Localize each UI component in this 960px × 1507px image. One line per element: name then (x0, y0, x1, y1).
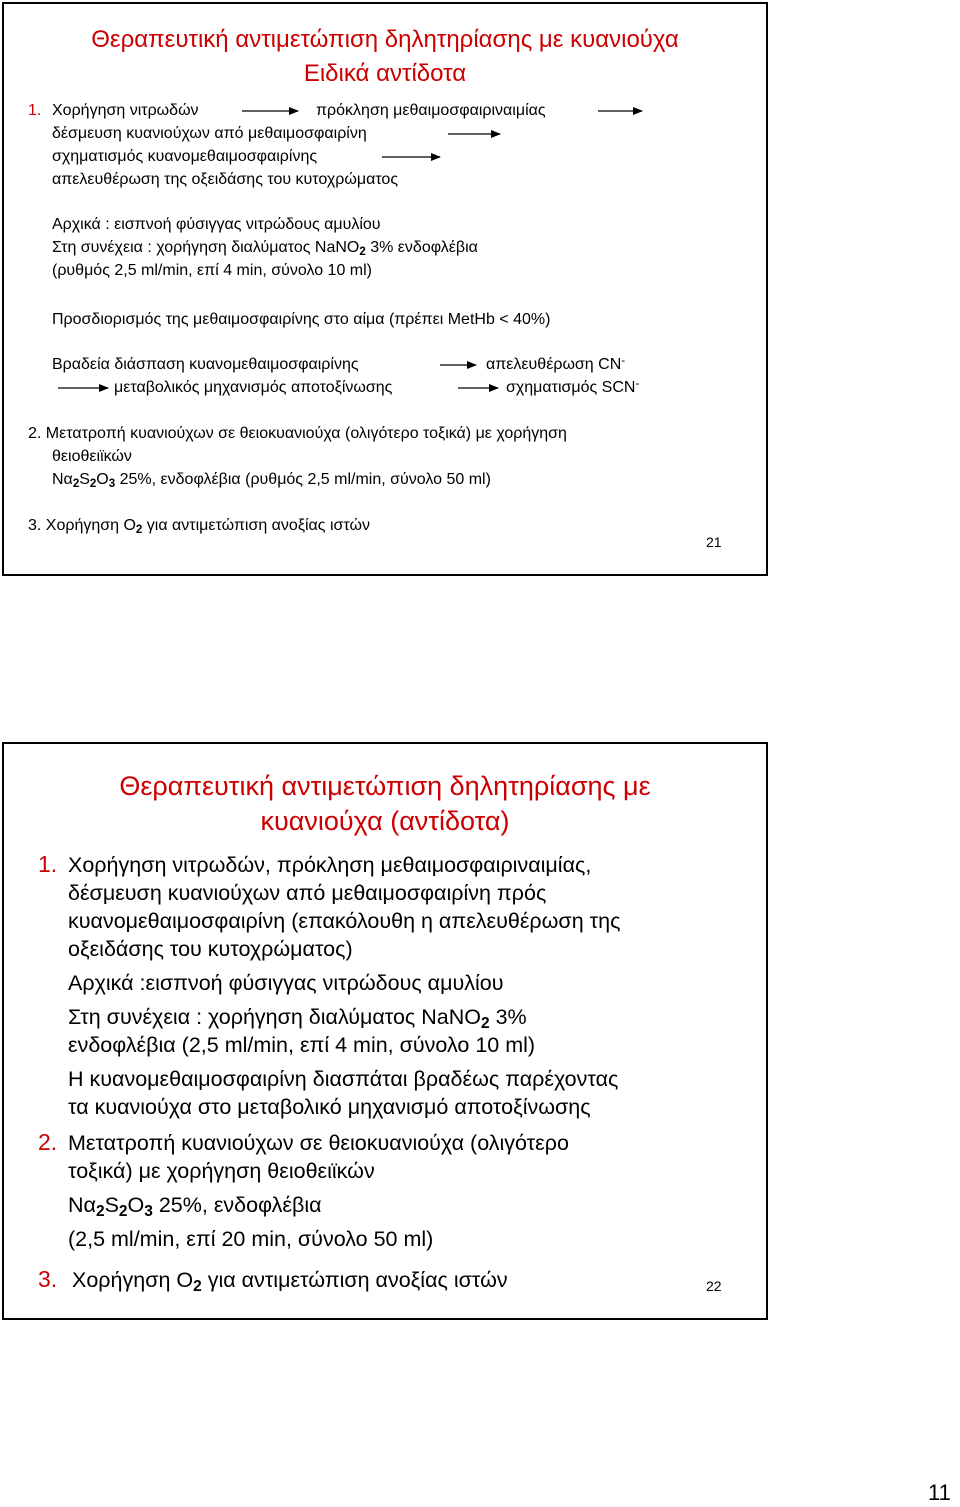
metabolic-mechanism: μεταβολικός μηχανισμός αποτοξίνωσης (114, 379, 393, 396)
thiosulfate-rate: (2,5 ml/min, επί 20 min, σύνολο 50 ml) (68, 1227, 434, 1251)
oxidase-release: απελευθέρωση της οξειδάσης του κυτοχρώματος (52, 171, 399, 188)
page-number: 21 (706, 534, 722, 550)
item-number-2: 2. (38, 1129, 58, 1155)
item-number-1: 1. (28, 102, 42, 119)
nitrites-line1: Χορήγηση νιτρωδών, πρόκληση μεθαιμοσφαιριναιμίας, (68, 853, 592, 877)
thiosulfate-dose: $N\alpha_2S_2O_3$ 25%, ενδοφλέβια (ρυθμός 2,5 ml/min, σύνολο 50 ml) (52, 471, 491, 490)
thiosulfate-dose: $N\alpha_2S_2O_3$ 25%, ενδοφλέβια (68, 1193, 322, 1220)
slide-22 (2, 742, 768, 1320)
item-number-3: 3. (38, 1266, 58, 1292)
item-number-1: 1. (38, 851, 58, 877)
breakdown-line1: Η κυανομεθαιμοσφαιρίνη διασπάται βραδέως παρέχοντας (68, 1067, 619, 1091)
methemoglobinemia-induction: πρόκληση μεθαιμοσφαιριναιμίας (316, 102, 546, 119)
item3-oxygen: 3. Χορήγηση $O_2$ για αντιμετώπιση ανοξίας ιστών (28, 517, 370, 536)
page-number: 22 (706, 1278, 722, 1294)
initial-inhalation: Αρχικά :εισπνοή φύσιγγας νιτρώδους αμυλίου (68, 971, 504, 995)
continuation-nano2: Στη συνέχεια : χορήγηση διαλύματος NaNO$_2$ 3% ενδοφλέβια (52, 239, 478, 258)
document-page-number: 11 (928, 1480, 951, 1505)
slide-title-line1: Θεραπευτική αντιμετώπιση δηλητηρίασης με (119, 771, 651, 801)
nitrites-line3: κυανομεθαιμοσφαιρίνη (επακόλουθη η απελευθέρωση της (68, 909, 621, 933)
nitrite-administration: Χορήγηση νιτρωδών (52, 102, 199, 119)
infusion-rate: (ρυθμός 2,5 ml/min, επί 4 min, σύνολο 10 ml) (52, 262, 372, 279)
thiosulfate-line2: τοξικά) με χορήγηση θειοθειϊκών (68, 1159, 375, 1183)
thiosulfate-line1: Μετατροπή κυανιούχων σε θειοκυανιούχα (ολιγότερο (68, 1131, 569, 1155)
slide-21 (2, 2, 768, 576)
infusion-rate: ενδοφλέβια (2,5 ml/min, επί 4 min, σύνολο 10 ml) (68, 1033, 536, 1057)
breakdown-line2: τα κυανιούχα στο μεταβολικό μηχανισμό αποτοξίνωσης (68, 1095, 591, 1119)
item2-line2: θειοθειϊκών (52, 448, 132, 465)
continuation-nano2: Στη συνέχεια : χορήγηση διαλύματος NaNO$_2$ 3% (68, 1005, 527, 1032)
nitrites-line2: δέσμευση κυανιούχων από μεθαιμοσφαιρίνη πρός (68, 881, 547, 905)
item2-line1: 2. Μετατροπή κυανιούχων σε θειοκυανιούχα (ολιγότερο τοξικά) με χορήγηση (28, 425, 567, 442)
methb-determination: Προσδιορισμός της μεθαιμοσφαιρίνης στο αίμα (πρέπει MetHb < 40%) (52, 311, 551, 328)
scn-formation: σχηματισμός SCN- (506, 377, 640, 396)
slide-title-line2: κυανιούχα (αντίδοτα) (260, 806, 510, 836)
slide-title-line1: Θεραπευτική αντιμετώπιση δηλητηρίασης με κυανιούχα (91, 26, 679, 53)
cyanmethemoglobin-formation: σχηματισμός κυανομεθαιμοσφαιρίνης (52, 148, 318, 165)
item3-oxygen: Χορήγηση $O_2$ για αντιμετώπιση ανοξίας ιστών (72, 1268, 508, 1295)
slide-title-line2: Ειδικά αντίδοτα (303, 60, 467, 87)
cn-release: απελευθέρωση CN- (486, 354, 626, 373)
slow-breakdown: Βραδεία διάσπαση κυανομεθαιμοσφαιρίνης (52, 356, 359, 373)
flow-arrows (4, 4, 770, 578)
cyanide-binding: δέσμευση κυανιούχων από μεθαιμοσφαιρίνη (52, 125, 367, 142)
initial-inhalation: Αρχικά : εισπνοή φύσιγγας νιτρώδους αμυλίου (52, 216, 381, 233)
nitrites-line4: οξειδάσης του κυτοχρώματος) (68, 937, 353, 961)
